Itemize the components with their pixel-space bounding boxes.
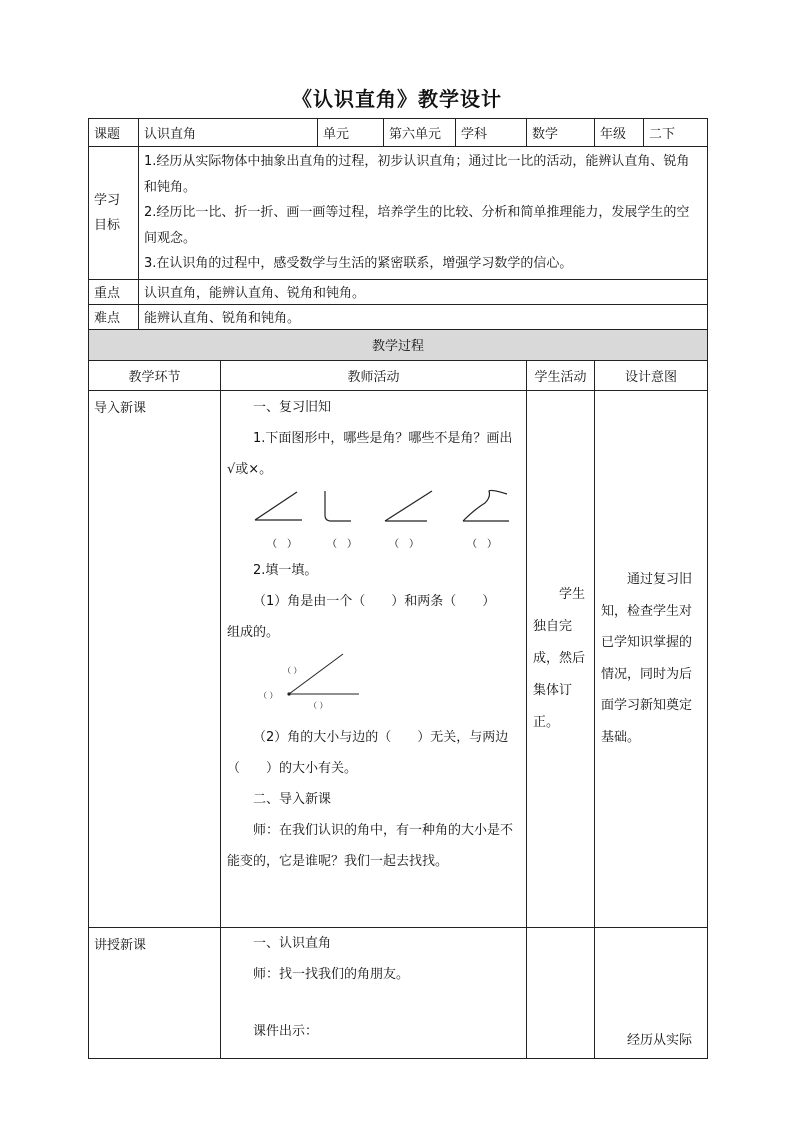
process-title: 教学过程 — [89, 329, 708, 360]
grade-value: 二下 — [644, 119, 708, 147]
design-intent-intro: 通过复习旧知，检查学生对已学知识掌握的情况，同时为后面学习新知奠定基础。 — [595, 390, 708, 927]
question-1: 1.下面图形中，哪些是角？哪些不是角？画出√或×。 — [227, 430, 513, 477]
key-row — [89, 279, 708, 304]
difficult-label: 难点 — [89, 304, 139, 329]
courseware-label: 课件出示： — [253, 1023, 319, 1039]
difficult-row — [89, 304, 708, 329]
student-activity-new — [527, 927, 595, 1058]
subject-label: 学科 — [456, 119, 527, 147]
goal-3: 3.在认识角的过程中，感受数学与生活的紧密联系，增强学习数学的信心。 — [144, 256, 573, 271]
question-2-2b: （ ）的大小有关。 — [227, 760, 358, 776]
student-activity-intro: 学生独自完成，然后集体订正。 — [527, 390, 595, 927]
small-paren-bottom: （ ） — [309, 700, 328, 710]
teacher-activity-intro — [221, 390, 527, 927]
question-2-1b: 组成的。 — [227, 624, 280, 640]
topic-value: 认识直角 — [139, 119, 318, 147]
goal-1: 1.经历从实际物体中抽象出直角的过程，初步认识直角；通过比一比的活动，能辨认直角、锐角和钝角。 — [144, 154, 690, 195]
col-stage: 教学环节 — [89, 360, 221, 390]
teacher-activity-new — [221, 927, 527, 1058]
unit-value: 第六单元 — [384, 119, 456, 147]
col-intent: 设计意图 — [595, 360, 708, 390]
section-new-row — [89, 927, 708, 1058]
goals-label: 学习 目标 — [89, 147, 139, 280]
key-text: 认识直角，能辨认直角、锐角和钝角。 — [139, 279, 708, 304]
teacher-line-new: 师：找一找我们的角朋友。 — [253, 966, 410, 982]
question-2-2a: （2）角的大小与边的（ ）无关，与两边 — [253, 729, 509, 745]
goals-text — [139, 147, 708, 280]
paren-4: （ ） — [467, 538, 497, 550]
key-label: 重点 — [89, 279, 139, 304]
review-heading: 一、复习旧知 — [253, 399, 332, 415]
labeled-angle-figure — [227, 648, 527, 722]
col-student: 学生活动 — [527, 360, 595, 390]
paren-2: （ ） — [327, 538, 357, 550]
grade-label: 年级 — [595, 119, 644, 147]
small-paren-left: （ ） — [259, 690, 278, 700]
angle-figures — [227, 485, 527, 555]
difficult-text: 能辨认直角、锐角和钝角。 — [139, 304, 708, 329]
goals-row — [89, 147, 708, 280]
subject-value: 数学 — [527, 119, 595, 147]
new-heading: 一、认识直角 — [253, 935, 332, 951]
stage-new: 讲授新课 — [89, 927, 221, 1058]
goal-2: 2.经历比一比、折一折、画一画等过程，培养学生的比较、分析和简单推理能力，发展学生的空间观念。 — [144, 205, 690, 246]
section-intro-row — [89, 390, 708, 927]
process-header-row — [89, 329, 708, 360]
unit-label: 单元 — [318, 119, 384, 147]
topic-label: 课题 — [89, 119, 139, 147]
col-teacher: 教师活动 — [221, 360, 527, 390]
small-paren-top: （ ） — [283, 665, 302, 675]
stage-intro: 导入新课 — [89, 390, 221, 927]
question-2-1a: （1）角是由一个（ ）和两条（ ） — [253, 593, 496, 609]
column-header-row — [89, 360, 708, 390]
lesson-plan-table — [88, 118, 708, 1059]
info-row — [89, 119, 708, 147]
intro-heading: 二、导入新课 — [253, 791, 332, 807]
paren-1: （ ） — [267, 538, 297, 550]
paren-3: （ ） — [389, 538, 419, 550]
teacher-line-1: 师：在我们认识的角中，有一种角的大小是不能变的，它是谁呢？我们一起去找找。 — [227, 822, 514, 869]
page-title: 《认识直角》教学设计 — [292, 87, 502, 111]
design-intent-new: 经历从实际 — [595, 927, 708, 1058]
question-2: 2.填一填。 — [253, 562, 318, 578]
